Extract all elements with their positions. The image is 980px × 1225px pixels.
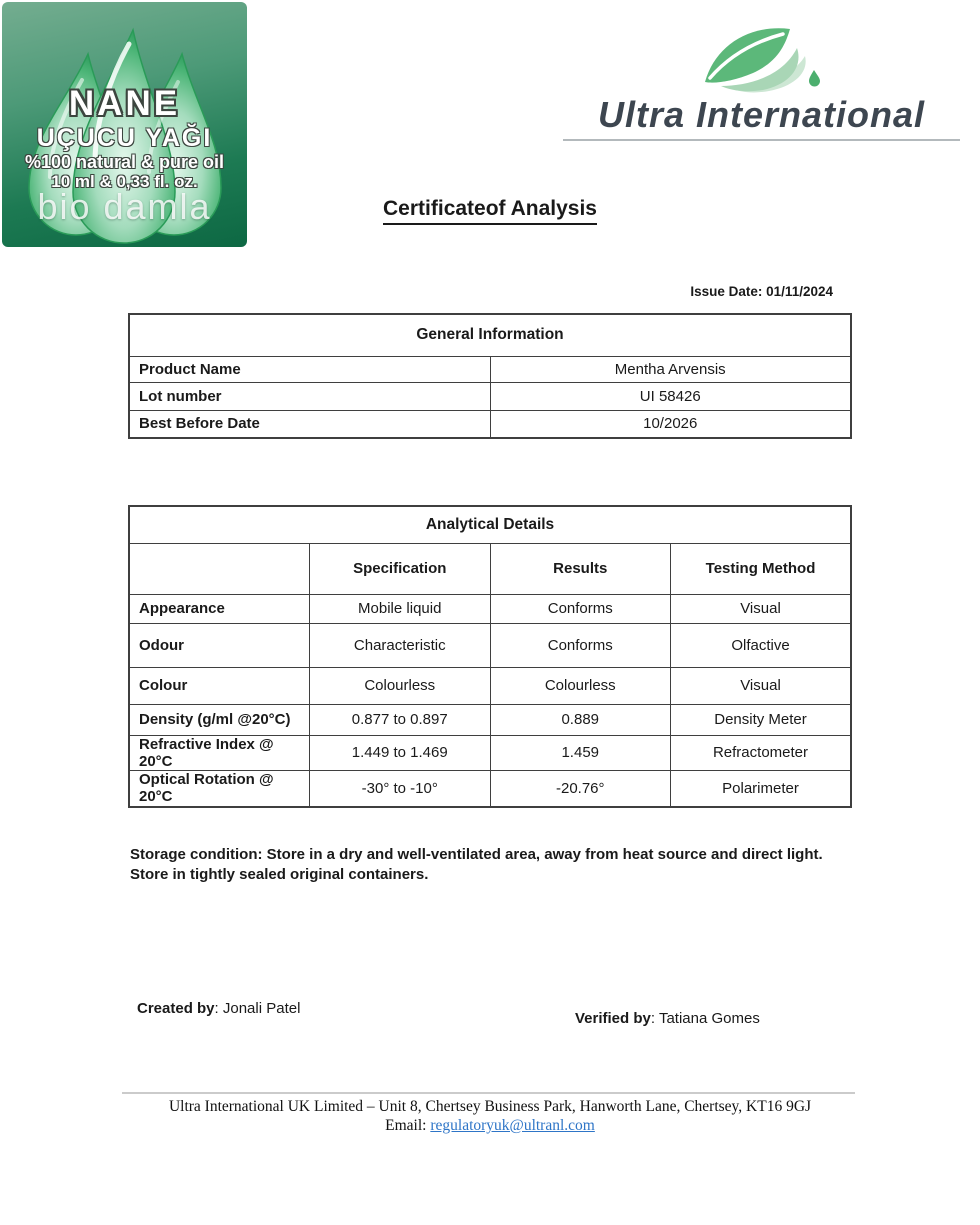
table-row — [129, 667, 851, 704]
col-header-testing-method: Testing Method — [671, 543, 852, 594]
specification-value: Characteristic — [310, 623, 491, 667]
footer-address: Ultra International UK Limited – Unit 8, Chertsey Business Park, Hanworth Lane, Chertsey, KT16 9GJ — [168, 1098, 812, 1115]
footer-email-link[interactable]: regulatoryuk@ultranl.com — [430, 1117, 595, 1134]
result-value: Conforms — [490, 594, 671, 623]
table-row — [129, 735, 851, 770]
row-value: UI 58426 — [490, 382, 851, 410]
storage-note-line2: Store in tightly sealed original containers. — [130, 866, 429, 883]
col-header-parameter — [129, 543, 310, 594]
table-row — [129, 356, 851, 382]
parameter-name: Optical Rotation @ 20°C — [129, 770, 310, 807]
page-title: Certificateof Analysis — [383, 197, 597, 225]
created-by-label: Created by — [137, 1000, 215, 1017]
table-row — [129, 704, 851, 735]
result-value: 0.889 — [490, 704, 671, 735]
table-row — [129, 770, 851, 807]
leaf-icon — [697, 18, 827, 96]
verified-by — [575, 1010, 760, 1027]
method-value: Olfactive — [671, 623, 852, 667]
footer — [98, 1098, 882, 1135]
specification-value: 1.449 to 1.469 — [310, 735, 491, 770]
col-header-results: Results — [490, 543, 671, 594]
product-purity: %100 natural & pure oil — [24, 152, 225, 172]
parameter-name: Odour — [129, 623, 310, 667]
row-label: Best Before Date — [129, 410, 490, 438]
table-row — [129, 594, 851, 623]
result-value: 1.459 — [490, 735, 671, 770]
method-value: Polarimeter — [671, 770, 852, 807]
method-value: Refractometer — [671, 735, 852, 770]
table-row — [129, 410, 851, 438]
verified-by-label: Verified by — [575, 1010, 651, 1027]
issue-date: Issue Date: 01/11/2024 — [690, 284, 833, 299]
created-by-value: : Jonali Patel — [214, 1000, 301, 1017]
product-brand: bio damla — [37, 186, 212, 227]
method-value: Density Meter — [671, 704, 852, 735]
analytical-details-table — [128, 505, 852, 808]
analytical-details-title: Analytical Details — [129, 506, 851, 543]
created-by — [137, 1000, 300, 1017]
product-name: NANE — [68, 84, 181, 123]
specification-value: Mobile liquid — [310, 594, 491, 623]
specification-value: 0.877 to 0.897 — [310, 704, 491, 735]
table-row — [129, 623, 851, 667]
storage-note — [130, 845, 854, 885]
table-row — [129, 382, 851, 410]
product-subtitle: UÇUCU YAĞI — [36, 124, 213, 152]
general-information-table — [128, 313, 852, 439]
row-value: Mentha Arvensis — [490, 356, 851, 382]
result-value: -20.76° — [490, 770, 671, 807]
row-value: 10/2026 — [490, 410, 851, 438]
company-logo — [563, 18, 960, 141]
row-label: Product Name — [129, 356, 490, 382]
footer-email-label: Email: — [385, 1117, 427, 1134]
specification-value: Colourless — [310, 667, 491, 704]
storage-note-line1: Storage condition: Store in a dry and well-ventilated area, away from heat source and direct light. — [130, 846, 823, 863]
col-header-specification: Specification — [310, 543, 491, 594]
footer-divider — [122, 1092, 855, 1094]
method-value: Visual — [671, 594, 852, 623]
parameter-name: Density (g/ml @20°C) — [129, 704, 310, 735]
company-name: Ultra International — [597, 94, 926, 135]
parameter-name: Appearance — [129, 594, 310, 623]
general-information-title: General Information — [129, 314, 851, 356]
row-label: Lot number — [129, 382, 490, 410]
verified-by-value: : Tatiana Gomes — [650, 1010, 760, 1027]
parameter-name: Colour — [129, 667, 310, 704]
method-value: Visual — [671, 667, 852, 704]
result-value: Colourless — [490, 667, 671, 704]
result-value: Conforms — [490, 623, 671, 667]
product-volume: 10 ml & 0,33 fl. oz. — [51, 172, 198, 191]
specification-value: -30° to -10° — [310, 770, 491, 807]
parameter-name: Refractive Index @ 20°C — [129, 735, 310, 770]
logo-underline-divider — [563, 139, 960, 141]
